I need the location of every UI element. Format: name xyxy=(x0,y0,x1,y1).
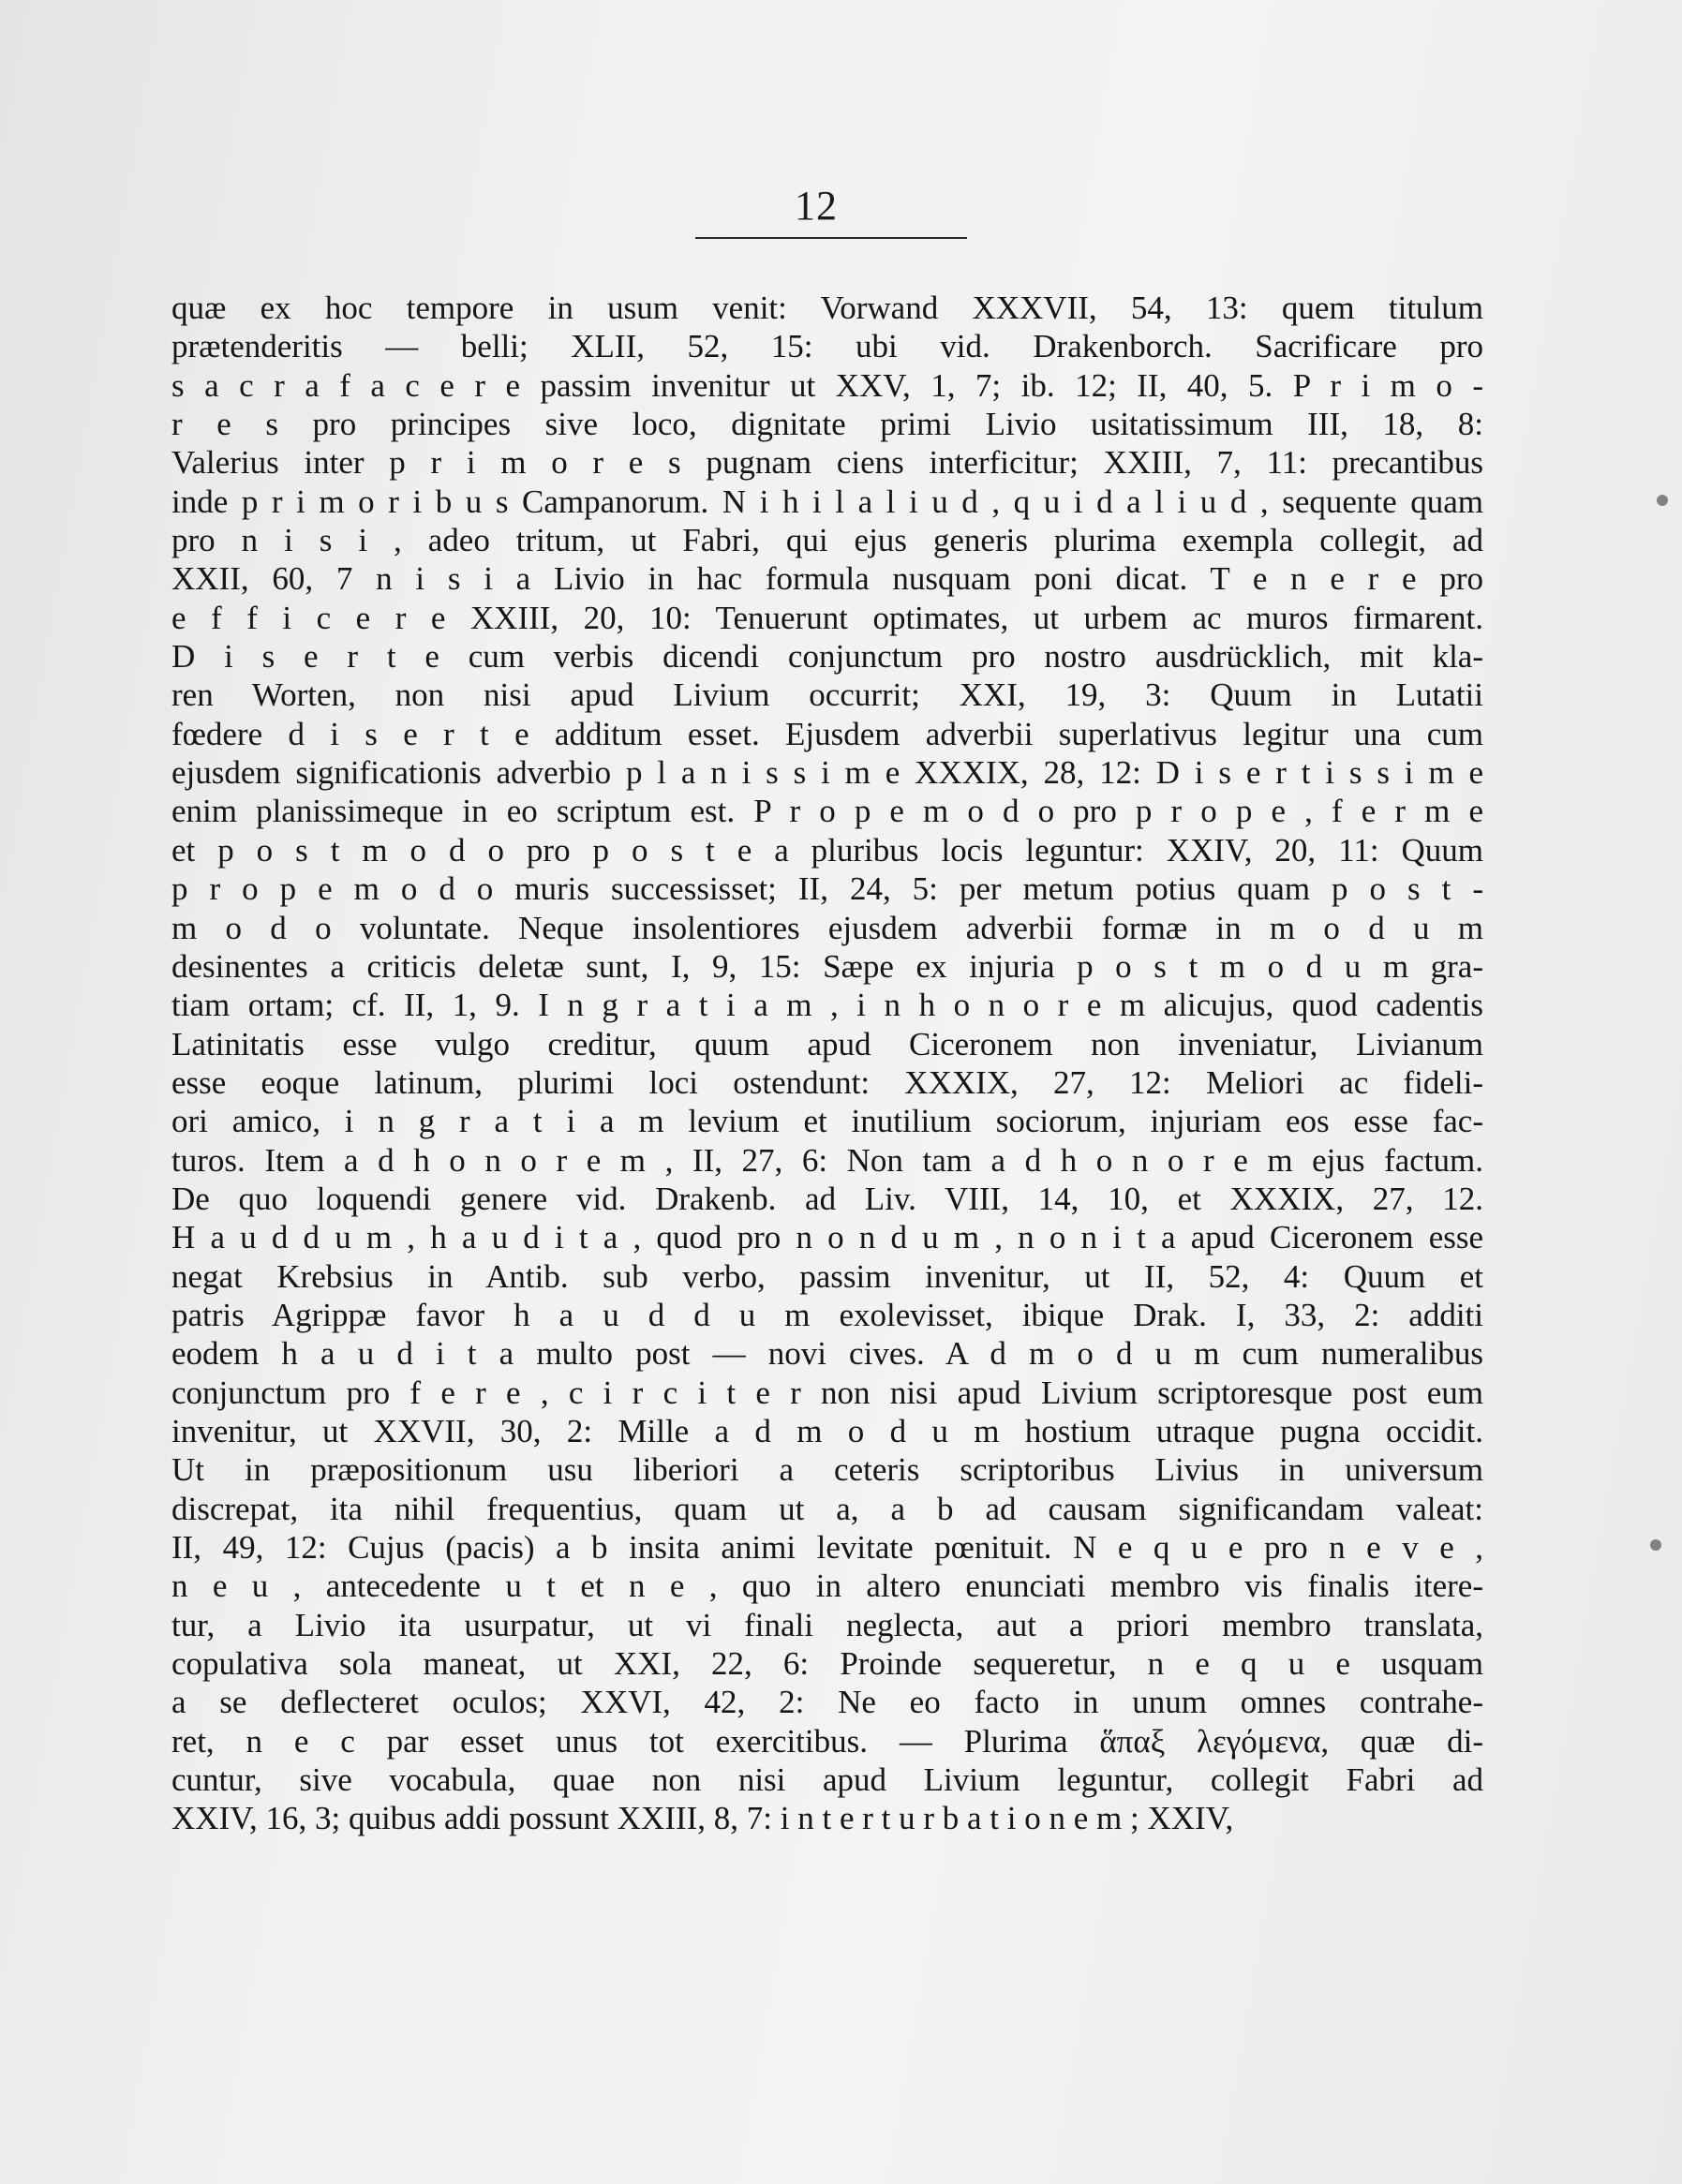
text-line: quæ ex hoc tempore in usum venit: Vorwand XXXVII, 54, 13: quem titulum xyxy=(171,290,1483,326)
text-line: enim planissimeque in eo scriptum est. P r o p e m o d o pro p r o p e , f e r m e xyxy=(171,793,1483,830)
text-line: m o d o voluntate. Neque insolentiores ejusdem adverbii formæ in m o d u m xyxy=(171,909,1483,946)
margin-mark xyxy=(1650,1539,1661,1551)
text-line: XXIV, 16, 3; quibus addi possunt XXIII, 8, 7: i n t e r t u r b a t i o n e m ; XXIV, xyxy=(171,1800,1234,1837)
text-line: pro n i s i , adeo tritum, ut Fabri, qui ejus generis plurima exempla collegit, ad xyxy=(171,522,1483,559)
text-line: r e s pro principes sive loco, dignitate primi Livio usitatissimum III, 18, 8: xyxy=(171,406,1483,443)
text-line: Ut in præpositionum usu liberiori a ceteris scriptoribus Livius in universum xyxy=(171,1451,1483,1489)
body-text xyxy=(171,289,1483,1838)
text-line: esse eoque latinum, plurimi loci ostendunt: XXXIX, 27, 12: Meliori ac fideli- xyxy=(171,1063,1483,1101)
text-line: fœdere d i s e r t e additum esset. Ejusdem adverbii superlativus legitur una cum xyxy=(171,715,1483,752)
text-line: invenitur, ut XXVII, 30, 2: Mille a d m o d u m hostium utraque pugna occidit. xyxy=(171,1412,1483,1449)
text-line: tur, a Livio ita usurpatur, ut vi finali neglecta, aut a priori membro translata, xyxy=(171,1606,1483,1643)
text-line: turos. Item a d h o n o r e m , II, 27, 6: Non tam a d h o n o r e m ejus factum. xyxy=(171,1141,1483,1179)
text-line: cuntur, sive vocabula, quae non nisi apud Livium leguntur, collegit Fabri ad xyxy=(171,1761,1483,1799)
text-line: patris Agrippæ favor h a u d d u m exolevisset, ibique Drak. I, 33, 2: additi xyxy=(171,1296,1483,1333)
text-line: a se deflecteret oculos; XXVI, 42, 2: Ne eo facto in unum omnes contrahe- xyxy=(171,1684,1483,1721)
text-line: ren Worten, non nisi apud Livium occurrit; XXI, 19, 3: Quum in Lutatii xyxy=(171,676,1483,714)
text-line: desinentes a criticis deletæ sunt, I, 9, 15: Sæpe ex injuria p o s t m o d u m gra- xyxy=(171,947,1483,985)
margin-mark xyxy=(1657,495,1668,506)
text-line: tiam ortam; cf. II, 1, 9. I n g r a t i a m , i n h o n o r e m alicujus, quod cadentis xyxy=(171,987,1483,1024)
text-line: copulativa sola maneat, ut XXI, 22, 6: Proinde sequeretur, n e q u e usquam xyxy=(171,1645,1483,1683)
text-line: ejusdem significationis adverbio p l a n i s s i m e XXXIX, 28, 12: D i s e r t i s s i m e xyxy=(171,754,1483,792)
text-line: negat Krebsius in Antib. sub verbo, passim invenitur, ut II, 52, 4: Quum et xyxy=(171,1257,1483,1295)
text-line: ori amico, i n g r a t i a m levium et inutilium sociorum, injuriam eos esse fac- xyxy=(171,1103,1483,1140)
text-line: prætenderitis — belli; XLII, 52, 15: ubi vid. Drakenborch. Sacrificare pro xyxy=(171,328,1483,365)
text-line: D i s e r t e cum verbis dicendi conjunctum pro nostro ausdrücklich, mit kla- xyxy=(171,638,1483,676)
text-line: H a u d d u m , h a u d i t a , quod pro n o n d u m , n o n i t a apud Ciceronem esse xyxy=(171,1219,1483,1256)
text-line: e f f i c e r e XXIII, 20, 10: Tenuerunt optimates, ut urbem ac muros firmarent. xyxy=(171,599,1483,636)
text-line: n e u , antecedente u t et n e , quo in altero enunciati membro vis finalis itere- xyxy=(171,1567,1483,1605)
text-line: eodem h a u d i t a multo post — novi cives. A d m o d u m cum numeralibus xyxy=(171,1335,1483,1373)
text-line: XXII, 60, 7 n i s i a Livio in hac formula nusquam poni dicat. T e n e r e pro xyxy=(171,560,1483,598)
text-line: s a c r a f a c e r e passim invenitur ut XXV, 1, 7; ib. 12; II, 40, 5. P r i m o - xyxy=(171,366,1483,404)
text-line: Valerius inter p r i m o r e s pugnam ciens interficitur; XXIII, 7, 11: precantibus xyxy=(171,444,1483,482)
text-line: II, 49, 12: Cujus (pacis) a b insita animi levitate pœnituit. N e q u e pro n e v e , xyxy=(171,1529,1483,1566)
text-line: p r o p e m o d o muris successisset; II, 24, 5: per metum potius quam p o s t - xyxy=(171,870,1483,908)
page-number: 12 xyxy=(795,183,838,229)
text-line: Latinitatis esse vulgo creditur, quum apud Ciceronem non inveniatur, Livianum xyxy=(171,1025,1483,1062)
text-line: discrepat, ita nihil frequentius, quam ut a, a b ad causam significandam valeat: xyxy=(171,1490,1483,1527)
text-line: De quo loquendi genere vid. Drakenb. ad Liv. VIII, 14, 10, et XXXIX, 27, 12. xyxy=(171,1180,1483,1217)
text-line: et p o s t m o d o pro p o s t e a pluribus locis leguntur: XXIV, 20, 11: Quum xyxy=(171,831,1483,869)
text-line: inde p r i m o r i b u s Campanorum. N i h i l a l i u d , q u i d a l i u d , sequente quam xyxy=(171,483,1483,520)
text-line: ret, n e c par esset unus tot exercitibus. — Plurima ἅπαξ λεγόμενα, quæ di- xyxy=(171,1722,1483,1760)
header-rule xyxy=(695,237,967,239)
text-line: conjunctum pro f e r e , c i r c i t e r non nisi apud Livium scriptoresque post eum xyxy=(171,1374,1483,1411)
